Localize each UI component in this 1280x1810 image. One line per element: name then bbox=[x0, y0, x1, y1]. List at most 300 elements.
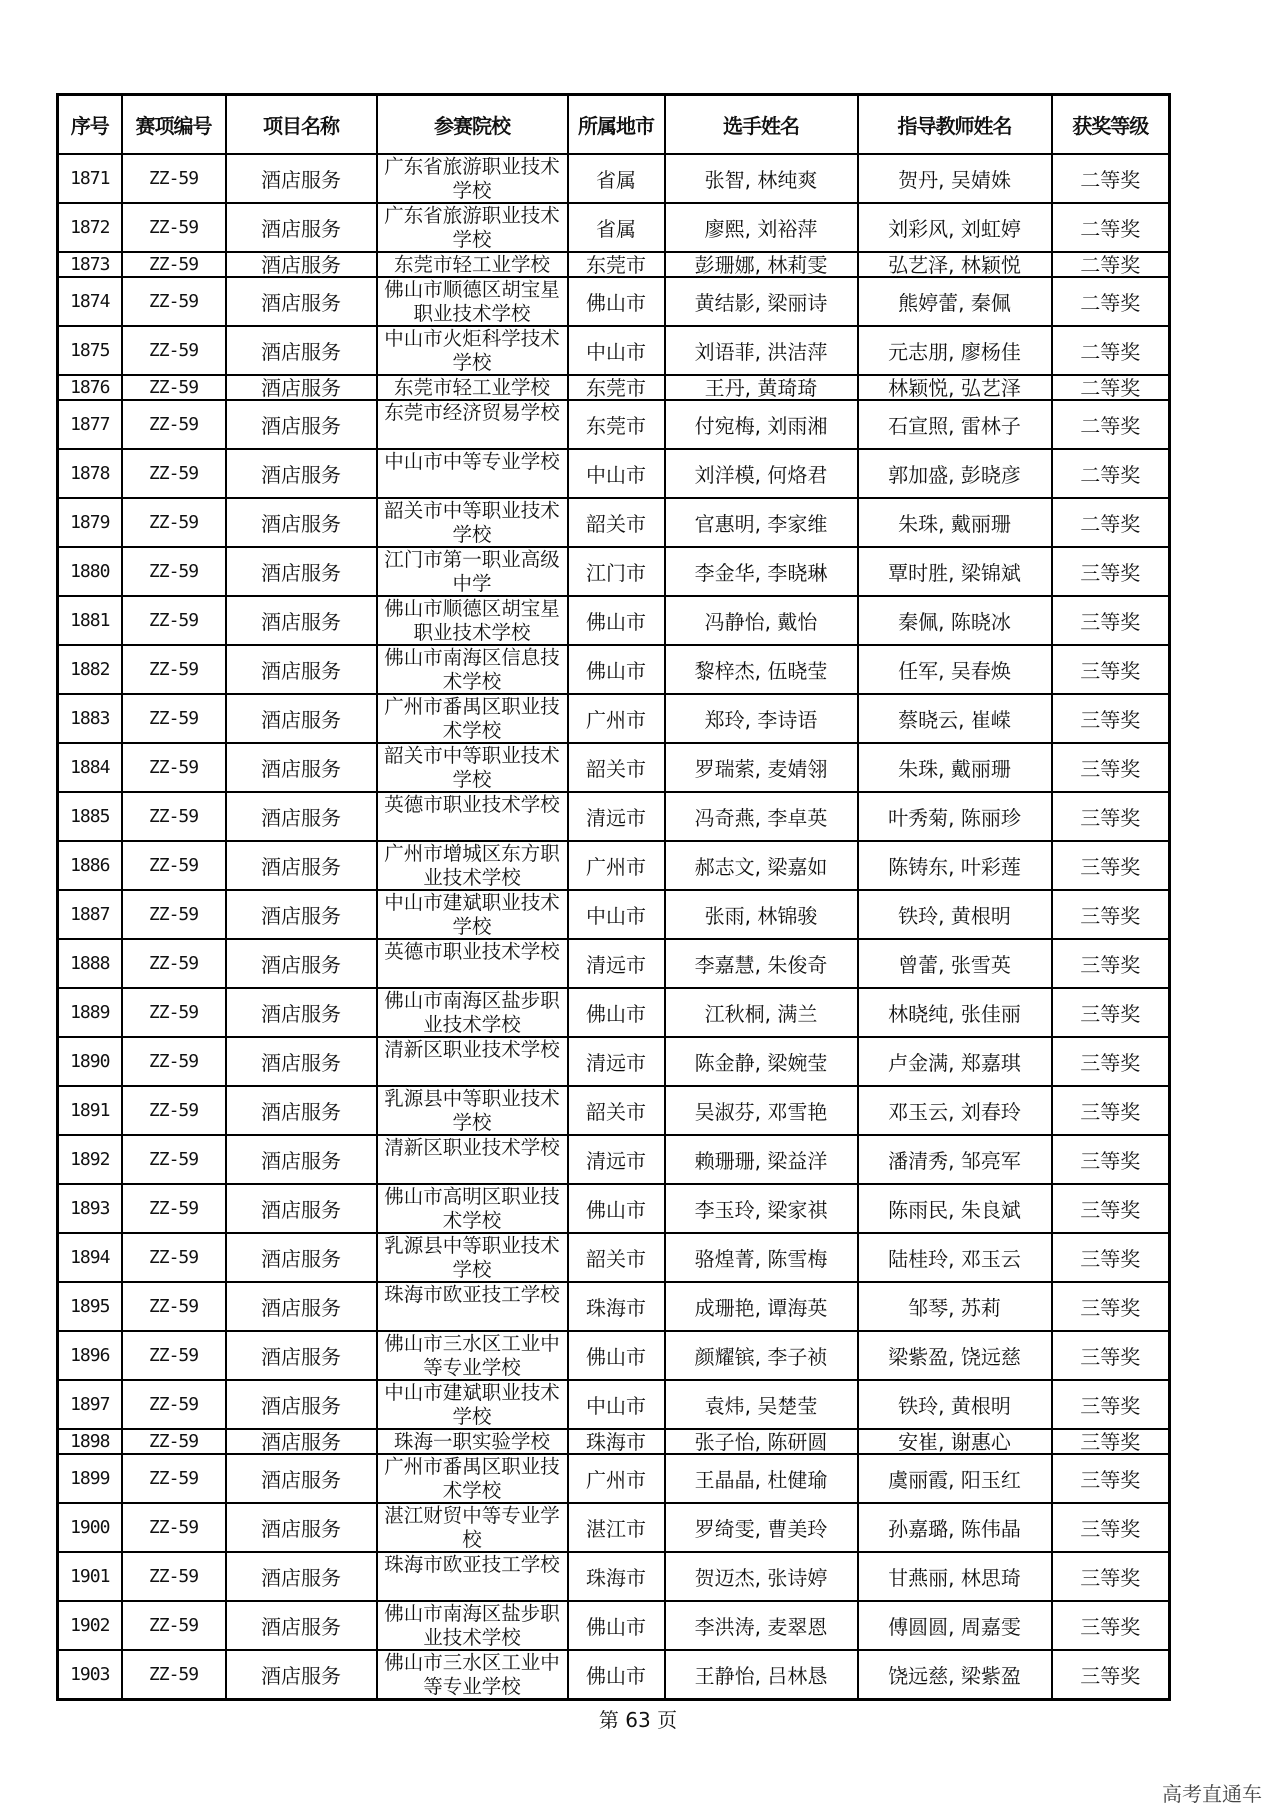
cell-award-level: 三等奖 bbox=[1052, 694, 1170, 743]
school-name: 珠海市欧亚技工学校 bbox=[384, 1283, 560, 1306]
cell-project-name: 酒店服务 bbox=[226, 1454, 377, 1503]
cell-city: 佛山市 bbox=[568, 645, 665, 694]
cell-award-level: 三等奖 bbox=[1052, 1429, 1170, 1454]
cell-city: 广州市 bbox=[568, 694, 665, 743]
cell-school bbox=[377, 645, 568, 694]
cell-contestants: 冯静怡, 戴怡 bbox=[665, 596, 858, 645]
table-row bbox=[58, 1552, 1170, 1601]
table-row bbox=[58, 400, 1170, 449]
cell-school bbox=[377, 1037, 568, 1086]
cell-event-code: ZZ-59 bbox=[122, 1601, 226, 1650]
cell-school bbox=[377, 1601, 568, 1650]
cell-school bbox=[377, 792, 568, 841]
school-name: 英德市职业技术学校 bbox=[384, 940, 560, 963]
cell-event-code: ZZ-59 bbox=[122, 1552, 226, 1601]
table-row bbox=[58, 203, 1170, 252]
cell-contestants: 李金华, 李晓琳 bbox=[665, 547, 858, 596]
school-name: 珠海一职实验学校 bbox=[393, 1430, 550, 1453]
cell-event-code: ZZ-59 bbox=[122, 1454, 226, 1503]
cell-school bbox=[377, 1282, 568, 1331]
cell-contestants: 彭珊娜, 林莉雯 bbox=[665, 252, 858, 277]
cell-serial-no: 1876 bbox=[58, 375, 122, 400]
cell-school bbox=[377, 596, 568, 645]
cell-serial-no: 1875 bbox=[58, 326, 122, 375]
cell-school bbox=[377, 1454, 568, 1503]
cell-city: 佛山市 bbox=[568, 596, 665, 645]
cell-instructors: 任军, 吴春焕 bbox=[858, 645, 1052, 694]
cell-contestants: 罗绮雯, 曹美玲 bbox=[665, 1503, 858, 1552]
table-row bbox=[58, 1086, 1170, 1135]
cell-school bbox=[377, 1429, 568, 1454]
table-row bbox=[58, 252, 1170, 277]
table-row bbox=[58, 988, 1170, 1037]
school-name: 东莞市轻工业学校 bbox=[393, 376, 550, 399]
cell-serial-no: 1893 bbox=[58, 1184, 122, 1233]
cell-award-level: 三等奖 bbox=[1052, 1650, 1170, 1700]
cell-event-code: ZZ-59 bbox=[122, 1282, 226, 1331]
cell-serial-no: 1889 bbox=[58, 988, 122, 1037]
cell-award-level: 三等奖 bbox=[1052, 841, 1170, 890]
cell-event-code: ZZ-59 bbox=[122, 890, 226, 939]
table-row bbox=[58, 449, 1170, 498]
cell-serial-no: 1877 bbox=[58, 400, 122, 449]
cell-award-level: 三等奖 bbox=[1052, 939, 1170, 988]
cell-city: 湛江市 bbox=[568, 1503, 665, 1552]
table-row bbox=[58, 1037, 1170, 1086]
cell-contestants: 骆煌菁, 陈雪梅 bbox=[665, 1233, 858, 1282]
cell-award-level: 三等奖 bbox=[1052, 1454, 1170, 1503]
cell-contestants: 袁炜, 吴楚莹 bbox=[665, 1380, 858, 1429]
cell-serial-no: 1881 bbox=[58, 596, 122, 645]
cell-serial-no: 1897 bbox=[58, 1380, 122, 1429]
cell-school bbox=[377, 498, 568, 547]
cell-contestants: 颜耀镔, 李子祯 bbox=[665, 1331, 858, 1380]
cell-instructors: 孙嘉璐, 陈伟晶 bbox=[858, 1503, 1052, 1552]
cell-school bbox=[377, 203, 568, 252]
school-name: 佛山市高明区职业技术学校 bbox=[384, 1185, 560, 1232]
cell-award-level: 二等奖 bbox=[1052, 326, 1170, 375]
header-city: 所属地市 bbox=[568, 95, 665, 155]
cell-award-level: 二等奖 bbox=[1052, 277, 1170, 326]
cell-instructors: 林颖悦, 弘艺泽 bbox=[858, 375, 1052, 400]
cell-event-code: ZZ-59 bbox=[122, 1135, 226, 1184]
cell-project-name: 酒店服务 bbox=[226, 326, 377, 375]
cell-project-name: 酒店服务 bbox=[226, 1429, 377, 1454]
cell-serial-no: 1878 bbox=[58, 449, 122, 498]
cell-event-code: ZZ-59 bbox=[122, 841, 226, 890]
school-name: 韶关市中等职业技术学校 bbox=[384, 744, 560, 791]
cell-city: 韶关市 bbox=[568, 498, 665, 547]
school-name: 中山市中等专业学校 bbox=[384, 450, 560, 473]
cell-award-level: 三等奖 bbox=[1052, 988, 1170, 1037]
cell-contestants: 刘洋模, 何烙君 bbox=[665, 449, 858, 498]
cell-contestants: 成珊艳, 谭海英 bbox=[665, 1282, 858, 1331]
cell-city: 珠海市 bbox=[568, 1429, 665, 1454]
cell-instructors: 甘燕丽, 林思琦 bbox=[858, 1552, 1052, 1601]
cell-city: 韶关市 bbox=[568, 1233, 665, 1282]
table-row bbox=[58, 890, 1170, 939]
cell-contestants: 李洪涛, 麦翠恩 bbox=[665, 1601, 858, 1650]
cell-project-name: 酒店服务 bbox=[226, 1282, 377, 1331]
table-header-row bbox=[58, 95, 1170, 155]
cell-award-level: 二等奖 bbox=[1052, 252, 1170, 277]
table-row bbox=[58, 1331, 1170, 1380]
award-table bbox=[56, 93, 1171, 1701]
cell-instructors: 蔡晓云, 崔嵘 bbox=[858, 694, 1052, 743]
cell-serial-no: 1879 bbox=[58, 498, 122, 547]
table-row bbox=[58, 1429, 1170, 1454]
cell-serial-no: 1902 bbox=[58, 1601, 122, 1650]
cell-instructors: 曾蕾, 张雪英 bbox=[858, 939, 1052, 988]
cell-contestants: 冯奇燕, 李卓英 bbox=[665, 792, 858, 841]
cell-project-name: 酒店服务 bbox=[226, 841, 377, 890]
cell-serial-no: 1882 bbox=[58, 645, 122, 694]
cell-instructors: 秦佩, 陈晓冰 bbox=[858, 596, 1052, 645]
cell-event-code: ZZ-59 bbox=[122, 449, 226, 498]
cell-school bbox=[377, 375, 568, 400]
school-name: 佛山市南海区盐步职业技术学校 bbox=[384, 1602, 560, 1649]
school-name: 湛江财贸中等专业学校 bbox=[384, 1504, 560, 1551]
cell-school bbox=[377, 449, 568, 498]
cell-contestants: 官惠明, 李家维 bbox=[665, 498, 858, 547]
cell-project-name: 酒店服务 bbox=[226, 694, 377, 743]
table-row bbox=[58, 841, 1170, 890]
school-name: 佛山市顺德区胡宝星职业技术学校 bbox=[384, 597, 560, 644]
cell-event-code: ZZ-59 bbox=[122, 277, 226, 326]
cell-project-name: 酒店服务 bbox=[226, 792, 377, 841]
header-serial-no: 序号 bbox=[58, 95, 122, 155]
cell-contestants: 郑玲, 李诗语 bbox=[665, 694, 858, 743]
cell-contestants: 郝志文, 梁嘉如 bbox=[665, 841, 858, 890]
cell-instructors: 铁玲, 黄根明 bbox=[858, 1380, 1052, 1429]
cell-event-code: ZZ-59 bbox=[122, 203, 226, 252]
cell-contestants: 吴淑芬, 邓雪艳 bbox=[665, 1086, 858, 1135]
cell-serial-no: 1871 bbox=[58, 154, 122, 203]
cell-school bbox=[377, 400, 568, 449]
cell-city: 珠海市 bbox=[568, 1282, 665, 1331]
cell-event-code: ZZ-59 bbox=[122, 939, 226, 988]
cell-serial-no: 1895 bbox=[58, 1282, 122, 1331]
cell-city: 清远市 bbox=[568, 939, 665, 988]
school-name: 清新区职业技术学校 bbox=[384, 1038, 560, 1061]
cell-project-name: 酒店服务 bbox=[226, 154, 377, 203]
cell-instructors: 陈铸东, 叶彩莲 bbox=[858, 841, 1052, 890]
school-name: 广州市番禺区职业技术学校 bbox=[384, 1455, 560, 1502]
school-name: 佛山市南海区信息技术学校 bbox=[384, 646, 560, 693]
cell-instructors: 卢金满, 郑嘉琪 bbox=[858, 1037, 1052, 1086]
cell-award-level: 三等奖 bbox=[1052, 547, 1170, 596]
cell-city: 佛山市 bbox=[568, 277, 665, 326]
cell-award-level: 三等奖 bbox=[1052, 890, 1170, 939]
cell-school bbox=[377, 939, 568, 988]
cell-serial-no: 1872 bbox=[58, 203, 122, 252]
cell-contestants: 李嘉慧, 朱俊奇 bbox=[665, 939, 858, 988]
table-row bbox=[58, 154, 1170, 203]
cell-project-name: 酒店服务 bbox=[226, 1037, 377, 1086]
cell-city: 佛山市 bbox=[568, 1601, 665, 1650]
cell-instructors: 林晓纯, 张佳丽 bbox=[858, 988, 1052, 1037]
cell-school bbox=[377, 694, 568, 743]
cell-event-code: ZZ-59 bbox=[122, 547, 226, 596]
cell-contestants: 王晶晶, 杜健瑜 bbox=[665, 1454, 858, 1503]
cell-instructors: 铁玲, 黄根明 bbox=[858, 890, 1052, 939]
cell-serial-no: 1883 bbox=[58, 694, 122, 743]
cell-serial-no: 1899 bbox=[58, 1454, 122, 1503]
cell-city: 东莞市 bbox=[568, 252, 665, 277]
cell-city: 清远市 bbox=[568, 1135, 665, 1184]
cell-award-level: 三等奖 bbox=[1052, 596, 1170, 645]
school-name: 珠海市欧亚技工学校 bbox=[384, 1553, 560, 1576]
cell-event-code: ZZ-59 bbox=[122, 326, 226, 375]
table-row bbox=[58, 1282, 1170, 1331]
cell-event-code: ZZ-59 bbox=[122, 1650, 226, 1700]
cell-award-level: 二等奖 bbox=[1052, 203, 1170, 252]
cell-school bbox=[377, 154, 568, 203]
cell-instructors: 虞丽霞, 阳玉红 bbox=[858, 1454, 1052, 1503]
cell-award-level: 三等奖 bbox=[1052, 1331, 1170, 1380]
cell-serial-no: 1894 bbox=[58, 1233, 122, 1282]
cell-school bbox=[377, 988, 568, 1037]
school-name: 东莞市轻工业学校 bbox=[393, 253, 550, 276]
cell-contestants: 赖珊珊, 梁益洋 bbox=[665, 1135, 858, 1184]
cell-award-level: 三等奖 bbox=[1052, 792, 1170, 841]
cell-serial-no: 1903 bbox=[58, 1650, 122, 1700]
cell-city: 佛山市 bbox=[568, 1331, 665, 1380]
cell-instructors: 朱珠, 戴丽珊 bbox=[858, 498, 1052, 547]
table-row bbox=[58, 1650, 1170, 1700]
cell-event-code: ZZ-59 bbox=[122, 743, 226, 792]
cell-event-code: ZZ-59 bbox=[122, 694, 226, 743]
cell-instructors: 邹琴, 苏莉 bbox=[858, 1282, 1052, 1331]
cell-event-code: ZZ-59 bbox=[122, 252, 226, 277]
cell-project-name: 酒店服务 bbox=[226, 277, 377, 326]
cell-school bbox=[377, 547, 568, 596]
school-name: 佛山市南海区盐步职业技术学校 bbox=[384, 989, 560, 1036]
cell-serial-no: 1898 bbox=[58, 1429, 122, 1454]
school-name: 中山市火炬科学技术学校 bbox=[384, 327, 560, 374]
cell-award-level: 二等奖 bbox=[1052, 154, 1170, 203]
table-row bbox=[58, 1454, 1170, 1503]
cell-serial-no: 1890 bbox=[58, 1037, 122, 1086]
cell-school bbox=[377, 890, 568, 939]
table-row bbox=[58, 1503, 1170, 1552]
cell-city: 清远市 bbox=[568, 792, 665, 841]
cell-instructors: 陆桂玲, 邓玉云 bbox=[858, 1233, 1052, 1282]
cell-school bbox=[377, 1233, 568, 1282]
cell-project-name: 酒店服务 bbox=[226, 743, 377, 792]
school-name: 广东省旅游职业技术学校 bbox=[384, 204, 560, 251]
table-row bbox=[58, 326, 1170, 375]
table-row bbox=[58, 743, 1170, 792]
cell-award-level: 三等奖 bbox=[1052, 1037, 1170, 1086]
cell-city: 中山市 bbox=[568, 1380, 665, 1429]
cell-contestants: 罗瑞萦, 麦婧翎 bbox=[665, 743, 858, 792]
cell-school bbox=[377, 841, 568, 890]
header-award-level: 获奖等级 bbox=[1052, 95, 1170, 155]
cell-award-level: 三等奖 bbox=[1052, 1184, 1170, 1233]
cell-instructors: 叶秀菊, 陈丽珍 bbox=[858, 792, 1052, 841]
cell-event-code: ZZ-59 bbox=[122, 596, 226, 645]
cell-event-code: ZZ-59 bbox=[122, 1331, 226, 1380]
cell-instructors: 饶远慈, 梁紫盈 bbox=[858, 1650, 1052, 1700]
cell-instructors: 覃时胜, 梁锦斌 bbox=[858, 547, 1052, 596]
school-name: 佛山市三水区工业中等专业学校 bbox=[384, 1651, 560, 1698]
cell-award-level: 二等奖 bbox=[1052, 498, 1170, 547]
cell-city: 韶关市 bbox=[568, 743, 665, 792]
cell-event-code: ZZ-59 bbox=[122, 645, 226, 694]
cell-instructors: 潘清秀, 邹亮军 bbox=[858, 1135, 1052, 1184]
table-row bbox=[58, 645, 1170, 694]
cell-project-name: 酒店服务 bbox=[226, 252, 377, 277]
cell-serial-no: 1884 bbox=[58, 743, 122, 792]
cell-project-name: 酒店服务 bbox=[226, 988, 377, 1037]
cell-city: 佛山市 bbox=[568, 988, 665, 1037]
page-number: 第 63 页 bbox=[598, 1708, 678, 1732]
school-name: 清新区职业技术学校 bbox=[384, 1136, 560, 1159]
cell-contestants: 张子怡, 陈研圆 bbox=[665, 1429, 858, 1454]
header-school: 参赛院校 bbox=[377, 95, 568, 155]
cell-award-level: 三等奖 bbox=[1052, 743, 1170, 792]
cell-project-name: 酒店服务 bbox=[226, 939, 377, 988]
header-instructors: 指导教师姓名 bbox=[858, 95, 1052, 155]
cell-project-name: 酒店服务 bbox=[226, 1331, 377, 1380]
header-event-code: 赛项编号 bbox=[122, 95, 226, 155]
cell-event-code: ZZ-59 bbox=[122, 1429, 226, 1454]
table-row bbox=[58, 1601, 1170, 1650]
cell-contestants: 张雨, 林锦骏 bbox=[665, 890, 858, 939]
cell-project-name: 酒店服务 bbox=[226, 645, 377, 694]
table-row bbox=[58, 596, 1170, 645]
cell-school bbox=[377, 743, 568, 792]
table-row bbox=[58, 498, 1170, 547]
cell-school bbox=[377, 1135, 568, 1184]
cell-project-name: 酒店服务 bbox=[226, 596, 377, 645]
cell-project-name: 酒店服务 bbox=[226, 498, 377, 547]
cell-award-level: 三等奖 bbox=[1052, 1380, 1170, 1429]
cell-project-name: 酒店服务 bbox=[226, 1601, 377, 1650]
cell-serial-no: 1896 bbox=[58, 1331, 122, 1380]
cell-serial-no: 1900 bbox=[58, 1503, 122, 1552]
cell-award-level: 二等奖 bbox=[1052, 375, 1170, 400]
cell-instructors: 梁紫盈, 饶远慈 bbox=[858, 1331, 1052, 1380]
cell-instructors: 陈雨民, 朱良斌 bbox=[858, 1184, 1052, 1233]
cell-serial-no: 1891 bbox=[58, 1086, 122, 1135]
cell-school bbox=[377, 252, 568, 277]
cell-city: 韶关市 bbox=[568, 1086, 665, 1135]
school-name: 乳源县中等职业技术学校 bbox=[384, 1087, 560, 1134]
cell-event-code: ZZ-59 bbox=[122, 1086, 226, 1135]
cell-event-code: ZZ-59 bbox=[122, 375, 226, 400]
table-row bbox=[58, 1135, 1170, 1184]
cell-event-code: ZZ-59 bbox=[122, 1380, 226, 1429]
cell-award-level: 三等奖 bbox=[1052, 1552, 1170, 1601]
cell-city: 中山市 bbox=[568, 326, 665, 375]
cell-city: 省属 bbox=[568, 203, 665, 252]
cell-award-level: 三等奖 bbox=[1052, 645, 1170, 694]
cell-project-name: 酒店服务 bbox=[226, 1086, 377, 1135]
cell-city: 广州市 bbox=[568, 1454, 665, 1503]
school-name: 英德市职业技术学校 bbox=[384, 793, 560, 816]
school-name: 乳源县中等职业技术学校 bbox=[384, 1234, 560, 1281]
cell-instructors: 邓玉云, 刘春玲 bbox=[858, 1086, 1052, 1135]
cell-city: 清远市 bbox=[568, 1037, 665, 1086]
cell-instructors: 刘彩风, 刘虹婷 bbox=[858, 203, 1052, 252]
cell-instructors: 安崔, 谢惠心 bbox=[858, 1429, 1052, 1454]
cell-award-level: 三等奖 bbox=[1052, 1086, 1170, 1135]
cell-event-code: ZZ-59 bbox=[122, 154, 226, 203]
table-row bbox=[58, 1380, 1170, 1429]
cell-serial-no: 1885 bbox=[58, 792, 122, 841]
table-row bbox=[58, 694, 1170, 743]
table-row bbox=[58, 792, 1170, 841]
header-project-name: 项目名称 bbox=[226, 95, 377, 155]
cell-contestants: 付宛梅, 刘雨湘 bbox=[665, 400, 858, 449]
school-name: 韶关市中等职业技术学校 bbox=[384, 499, 560, 546]
cell-project-name: 酒店服务 bbox=[226, 203, 377, 252]
cell-instructors: 弘艺泽, 林颖悦 bbox=[858, 252, 1052, 277]
cell-serial-no: 1880 bbox=[58, 547, 122, 596]
cell-project-name: 酒店服务 bbox=[226, 1503, 377, 1552]
school-name: 东莞市经济贸易学校 bbox=[384, 401, 560, 424]
school-name: 佛山市顺德区胡宝星职业技术学校 bbox=[384, 278, 560, 325]
cell-instructors: 傅圆圆, 周嘉雯 bbox=[858, 1601, 1052, 1650]
cell-event-code: ZZ-59 bbox=[122, 1184, 226, 1233]
cell-city: 珠海市 bbox=[568, 1552, 665, 1601]
cell-city: 东莞市 bbox=[568, 375, 665, 400]
school-name: 广东省旅游职业技术学校 bbox=[384, 155, 560, 202]
cell-instructors: 贺丹, 吴婧姝 bbox=[858, 154, 1052, 203]
cell-contestants: 黎梓杰, 伍晓莹 bbox=[665, 645, 858, 694]
cell-award-level: 二等奖 bbox=[1052, 449, 1170, 498]
cell-contestants: 江秋桐, 满兰 bbox=[665, 988, 858, 1037]
cell-instructors: 朱珠, 戴丽珊 bbox=[858, 743, 1052, 792]
cell-city: 东莞市 bbox=[568, 400, 665, 449]
cell-award-level: 三等奖 bbox=[1052, 1601, 1170, 1650]
school-name: 佛山市三水区工业中等专业学校 bbox=[384, 1332, 560, 1379]
cell-contestants: 李玉玲, 梁家祺 bbox=[665, 1184, 858, 1233]
watermark: 高考直通车 bbox=[1162, 1782, 1262, 1806]
cell-project-name: 酒店服务 bbox=[226, 400, 377, 449]
table-row bbox=[58, 1233, 1170, 1282]
cell-project-name: 酒店服务 bbox=[226, 449, 377, 498]
school-name: 中山市建斌职业技术学校 bbox=[384, 1381, 560, 1428]
cell-school bbox=[377, 1380, 568, 1429]
table-row bbox=[58, 939, 1170, 988]
cell-project-name: 酒店服务 bbox=[226, 375, 377, 400]
cell-contestants: 张智, 林纯爽 bbox=[665, 154, 858, 203]
cell-serial-no: 1901 bbox=[58, 1552, 122, 1601]
cell-project-name: 酒店服务 bbox=[226, 890, 377, 939]
cell-school bbox=[377, 1552, 568, 1601]
cell-event-code: ZZ-59 bbox=[122, 498, 226, 547]
cell-school bbox=[377, 277, 568, 326]
cell-city: 佛山市 bbox=[568, 1184, 665, 1233]
cell-instructors: 郭加盛, 彭晓彦 bbox=[858, 449, 1052, 498]
table-row bbox=[58, 547, 1170, 596]
cell-school bbox=[377, 1650, 568, 1700]
cell-award-level: 三等奖 bbox=[1052, 1135, 1170, 1184]
cell-serial-no: 1874 bbox=[58, 277, 122, 326]
cell-event-code: ZZ-59 bbox=[122, 792, 226, 841]
cell-serial-no: 1873 bbox=[58, 252, 122, 277]
cell-project-name: 酒店服务 bbox=[226, 1552, 377, 1601]
cell-city: 省属 bbox=[568, 154, 665, 203]
school-name: 江门市第一职业高级中学 bbox=[384, 548, 560, 595]
cell-event-code: ZZ-59 bbox=[122, 400, 226, 449]
cell-project-name: 酒店服务 bbox=[226, 1135, 377, 1184]
table-row bbox=[58, 277, 1170, 326]
cell-award-level: 三等奖 bbox=[1052, 1503, 1170, 1552]
